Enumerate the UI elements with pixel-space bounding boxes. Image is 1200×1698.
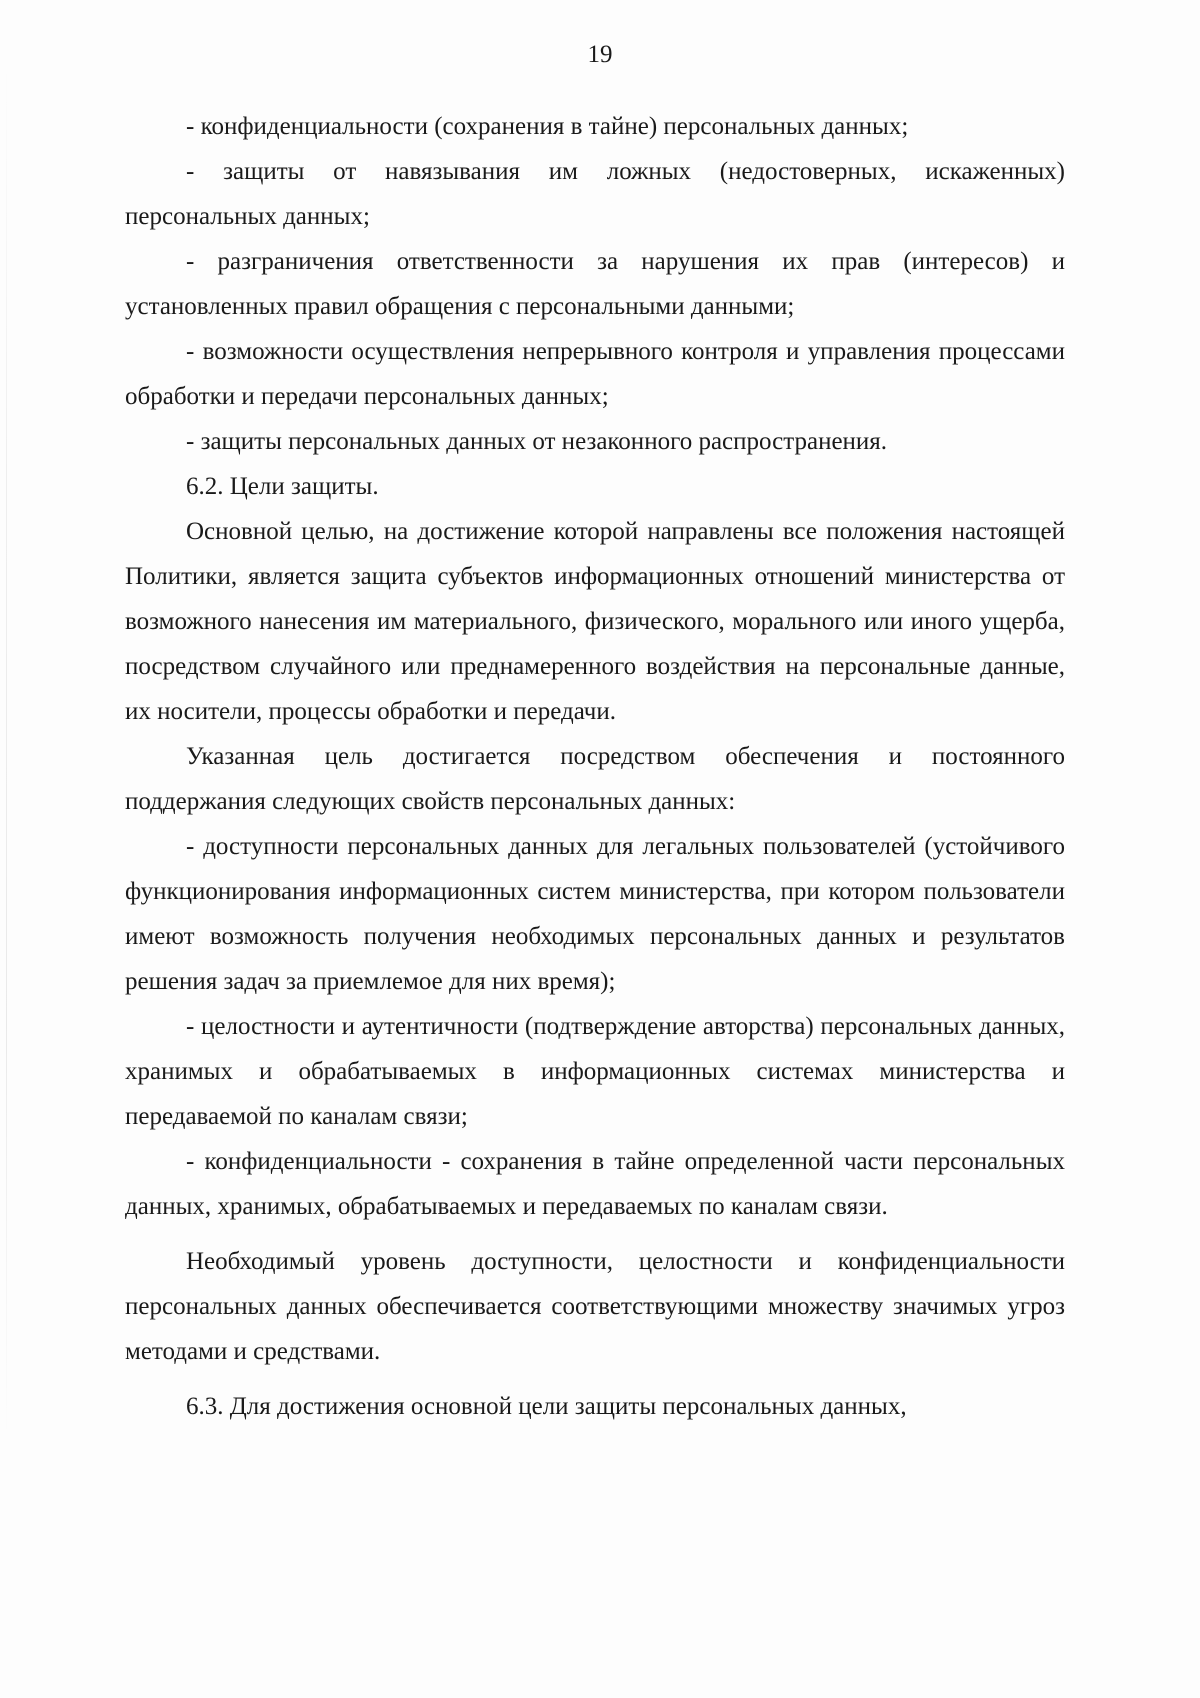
paragraph-confidentiality-part: - конфиденциальности - сохранения в тайне определенной части персональных данных, хранимых, обрабатываемых и передаваемых по каналам связи. xyxy=(125,1148,1065,1220)
paragraph-unlawful-distribution: - защиты персональных данных от незаконного распространения. xyxy=(186,428,888,455)
paragraph-availability: - доступности персональных данных для легальных пользователей (устойчивого функционирования информационных систем министерства, при котором пользователи имеют возможность получения необходимых персональных данных и результатов решения задач за приемлемое для них время); xyxy=(125,833,1065,995)
paragraph-confidentiality-item: - конфиденциальности (сохранения в тайне) персональных данных; xyxy=(186,113,909,140)
paragraph-integrity: - целостности и аутентичности (подтверждение авторства) персональных данных, хранимых и обрабатываемых в информационных системах министерства и передаваемой по каналам связи; xyxy=(125,1013,1065,1130)
scan-edge-shadow xyxy=(6,60,7,1440)
section-heading-6-2: 6.2. Цели защиты. xyxy=(186,473,379,500)
paragraph-responsibility-delineation: - разграничения ответственности за нарушения их прав (интересов) и установленных правил обращения с персональными данными; xyxy=(125,248,1065,320)
paragraph-required-level: Необходимый уровень доступности, целостности и конфиденциальности персональных данных обеспечивается соответствующими множеству значимых угроз методами и средствами. xyxy=(125,1248,1065,1365)
paragraph-main-goal: Основной целью, на достижение которой направлены все положения настоящей Политики, является защита субъектов информационных отношений министерства от возможного нанесения им материального, физического, морального или иного ущерба, посредством случайного или преднамеренного воздействия на персональные данные, их носители, процессы обработки и передачи. xyxy=(125,518,1065,725)
section-6-3-start: 6.3. Для достижения основной цели защиты персональных данных, xyxy=(186,1393,907,1420)
document-body xyxy=(125,104,1065,1429)
paragraph-false-data-protection: - защиты от навязывания им ложных (недостоверных, искаженных) персональных данных; xyxy=(125,158,1065,230)
paragraph-goal-achievement: Указанная цель достигается посредством обеспечения и постоянного поддержания следующих свойств персональных данных: xyxy=(125,743,1065,815)
page-number: 19 xyxy=(587,41,613,68)
paragraph-continuous-control: - возможности осуществления непрерывного контроля и управления процессами обработки и передачи персональных данных; xyxy=(125,338,1065,410)
